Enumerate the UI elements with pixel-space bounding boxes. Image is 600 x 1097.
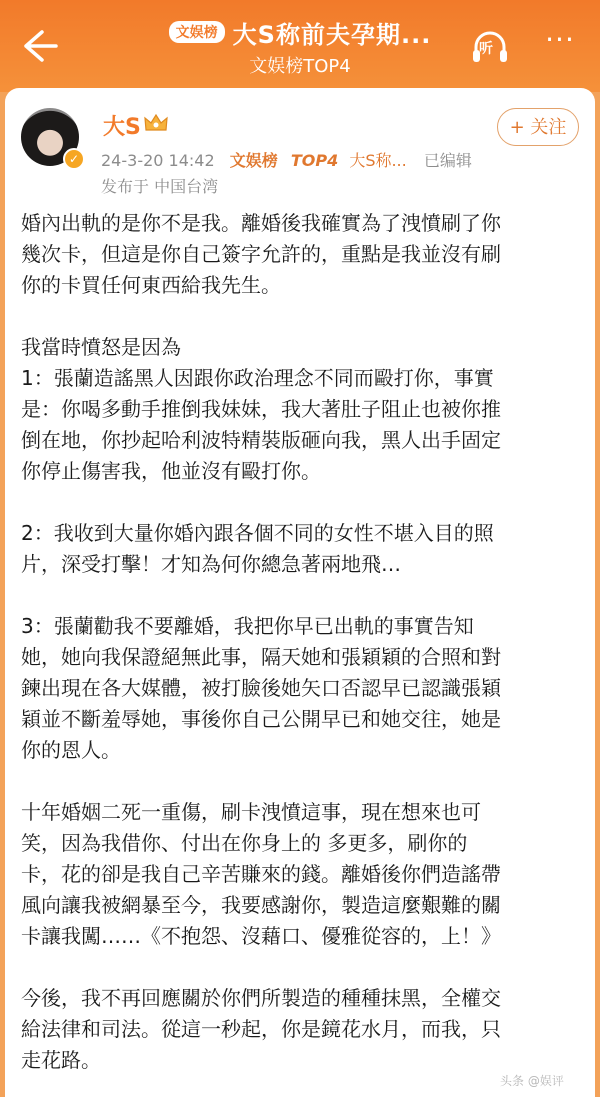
paragraph-3-line-1: 2：我收到大量你婚內跟各個不同的女性不堪入目的照 xyxy=(21,521,494,545)
header-title-row xyxy=(150,14,450,50)
paragraph-5-line-3: 卡，花的卻是我自己辛苦賺來的錢。離婚後你們造謠帶 xyxy=(21,862,501,886)
paragraph-1-line-1: 婚內出軌的是你不是我。離婚後我確實為了洩憤刷了你 xyxy=(21,211,501,235)
paragraph-4-line-2: 她，她向我保證絕無此事，隔天她和張穎穎的合照和對 xyxy=(21,645,501,669)
paragraph-2-line-3: 是：你喝多動手推倒我妹妹，我大著肚子阻止也被你推 xyxy=(21,397,501,421)
username[interactable]: 大S xyxy=(103,115,141,140)
post-card xyxy=(5,88,595,1097)
paragraph-3-line-2: 片，深受打擊！才知為何你總急著兩地飛… xyxy=(21,552,401,576)
paragraph-1-line-2: 幾次卡，但這是你自己簽字允許的，重點是我並沒有刷 xyxy=(21,242,501,266)
rank-label: TOP4 xyxy=(290,151,339,170)
paragraph-5-line-2: 笑，因為我借你、付出在你身上的 多更多，刷你的 xyxy=(21,831,468,855)
paragraph-6-line-1: 今後，我不再回應關於你們所製造的種種抹黑，全權交 xyxy=(21,986,501,1010)
crown-icon xyxy=(143,112,169,134)
post-body xyxy=(21,208,581,1076)
edited-label: 已编辑 xyxy=(423,151,472,170)
paragraph-4-line-3: 鍊出現在各大媒體，被打臉後她矢口否認早已認識張穎 xyxy=(21,676,501,700)
topic-link[interactable]: 大S称... xyxy=(349,151,407,170)
verified-badge-icon: ✓ xyxy=(63,148,85,170)
post-location: 发布于 中国台湾 xyxy=(101,177,219,196)
back-arrow-icon xyxy=(20,28,60,64)
post-meta xyxy=(101,148,472,171)
paragraph-6-line-3: 走花路。 xyxy=(21,1048,101,1072)
page-title: 大S称前夫孕期... xyxy=(232,20,432,49)
paragraph-2-line-5: 你停止傷害我，他並沒有毆打你。 xyxy=(21,459,321,483)
back-button[interactable] xyxy=(20,28,60,64)
paragraph-4-line-4: 穎並不斷羞辱她，事後你自己公開早已和她交往，她是 xyxy=(21,707,501,731)
paragraph-2-line-2: 1：張蘭造謠黑人因跟你政治理念不同而毆打你，事實 xyxy=(21,366,494,390)
listen-label: 听 xyxy=(479,41,493,57)
paragraph-1-line-3: 你的卡買任何東西給我先生。 xyxy=(21,273,281,297)
listen-button[interactable] xyxy=(470,28,510,66)
page-subtitle: 文娱榜TOP4 xyxy=(249,56,351,77)
top-header xyxy=(0,0,600,92)
paragraph-6-line-2: 給法律和司法。從這一秒起，你是鏡花水月，而我，只 xyxy=(21,1017,501,1041)
paragraph-2-line-1: 我當時憤怒是因為 xyxy=(21,335,181,359)
follow-button[interactable]: + 关注 xyxy=(497,108,579,146)
watermark: 头条 @娱评 xyxy=(500,1074,564,1088)
paragraph-4-line-1: 3：張蘭勸我不要離婚，我把你早已出軌的事實告知 xyxy=(21,614,474,638)
ranking-tag: 文娱榜 xyxy=(169,21,225,43)
ent-ranking-link[interactable]: 文娱榜 xyxy=(229,151,278,170)
paragraph-2-line-4: 倒在地，你抄起哈利波特精裝版砸向我，黑人出手固定 xyxy=(21,428,501,452)
paragraph-5-line-1: 十年婚姻二死一重傷，刷卡洩憤這事，現在想來也可 xyxy=(21,800,481,824)
paragraph-5-line-5: 卡讓我闖……《不抱怨、沒藉口、優雅從容的，上！》 xyxy=(21,924,501,948)
more-button[interactable]: ··· xyxy=(545,23,575,56)
paragraph-4-line-5: 你的恩人。 xyxy=(21,738,121,762)
post-time: 24-3-20 14:42 xyxy=(101,151,215,170)
paragraph-5-line-4: 風向讓我被網暴至今，我要感謝你，製造這麼艱難的關 xyxy=(21,893,501,917)
